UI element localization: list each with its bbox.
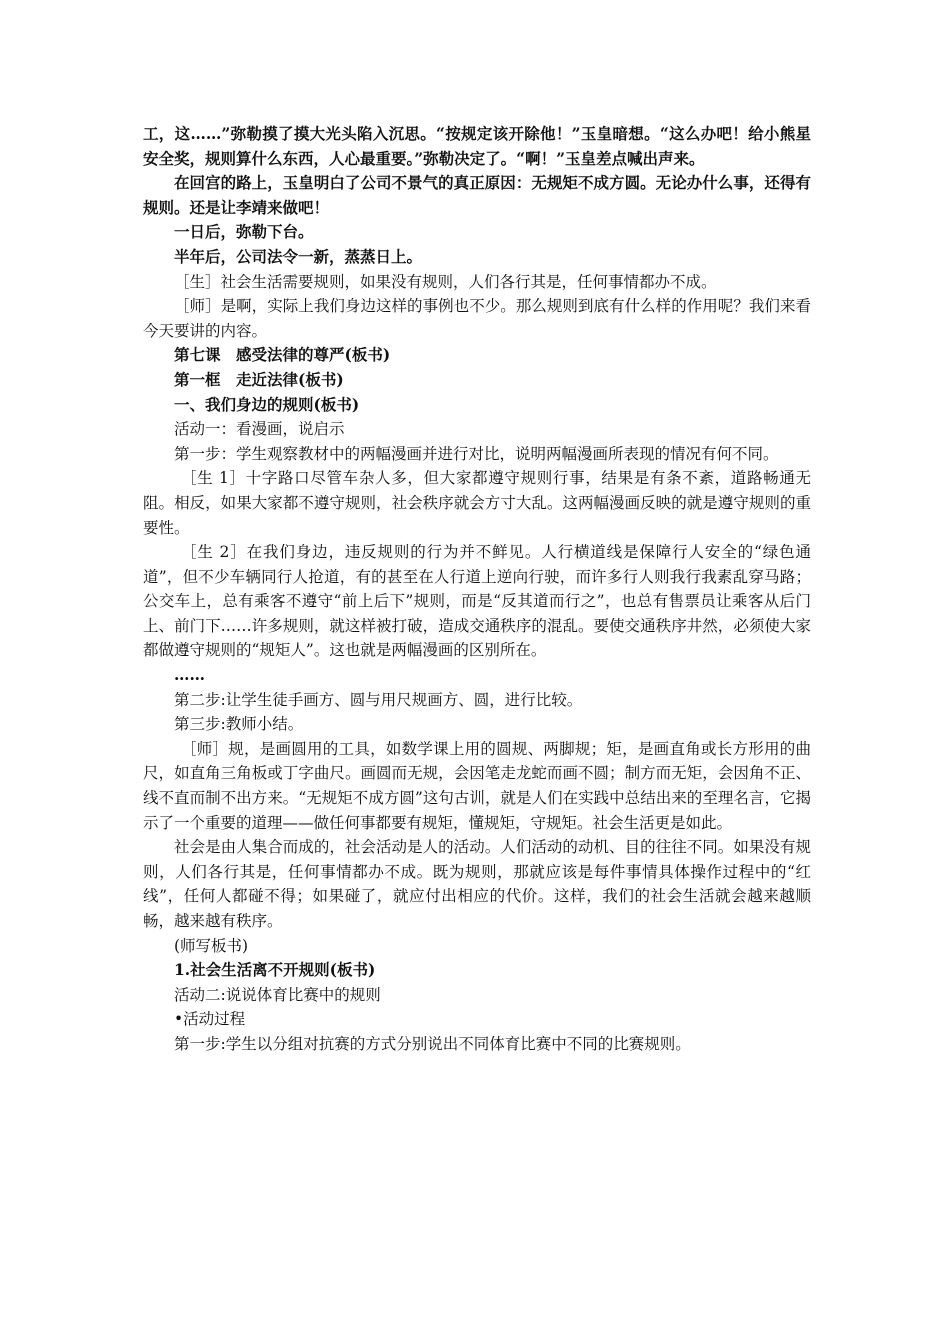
activity-one-step-two-line: 第二步:让学生徒手画方、圆与用尺规画方、圆，进行比较。 <box>174 690 583 709</box>
society-explanation-paragraph: 社会是由人集合而成的，社会活动是人的活动。人们活动的动机、目的往往不同。如果没有规则，人们各行其是，任何事情都办不成。既为规则，那就应该是每件事情具体操作过程中的“红线”，任何人都碰不得；如果碰了，就应付出相应的代价。这样，我们的社会生活就会越来越顺畅，越来越有秩序。 <box>143 838 811 930</box>
lesson-title-heading: 第七课 感受法律的尊严(板书) <box>174 345 391 365</box>
frame-title-heading: 第一框 走近法律(板书) <box>174 369 344 389</box>
activity-two-heading: 活动二:说说体育比赛中的规则 <box>174 985 381 1004</box>
student-response-paragraph: ［生］社会生活需要规则，如果没有规则，人们各行其是，任何事情都办不成。 <box>174 272 717 291</box>
document-page <box>143 122 811 1057</box>
activity-one-step-three-line: 第三步:教师小结。 <box>174 715 304 734</box>
story-one-day-line: 一日后，弥勒下台。 <box>174 222 314 242</box>
story-realization-paragraph: 在回宫的路上，玉皇明白了公司不景气的真正原因：无规矩不成方圆。无论办什么事，还得有规则。还是让李靖来做吧！ <box>143 173 811 217</box>
teacher-response-paragraph: ［师］是啊，实际上我们身边这样的事例也不少。那么规则到底有什么样的作用呢？我们来看今天要讲的内容。 <box>143 297 811 340</box>
student-one-paragraph: ［生 1］十字路口尽管车杂人多，但大家都遵守规则行事，结果是有条不紊，道路畅通无阻。相反，如果大家都不遵守规则，社会秩序就会方寸大乱。这两幅漫画反映的就是遵守规则的重要性。 <box>143 469 811 537</box>
story-half-year-line: 半年后，公司法令一新，蒸蒸日上。 <box>174 246 423 266</box>
teacher-writes-line: (师写板书) <box>174 936 249 955</box>
ellipsis-line: …… <box>174 665 205 685</box>
section-one-heading: 一、我们身边的规则(板书) <box>174 394 360 414</box>
activity-process-line: •活动过程 <box>174 1010 246 1029</box>
activity-two-step-one-line: 第一步:学生以分组对抗赛的方式分别说出不同体育比赛中不同的比赛规则。 <box>174 1034 691 1053</box>
activity-one-heading: 活动一：看漫画，说启示 <box>174 420 345 439</box>
point-one-heading: 1.社会生活离不开规则(板书) <box>174 960 376 980</box>
activity-one-step-one-paragraph: 第一步：学生观察教材中的两幅漫画并进行对比，说明两幅漫画所表现的情况有何不同。 <box>174 444 779 463</box>
student-two-paragraph: ［生 2］在我们身边，违反规则的行为并不鲜见。人行横道线是保障行人安全的“绿色通道”，但不少车辆同行人抢道，有的甚至在人行道上逆向行驶，而许多行人则我行我素乱穿马路；公交车上，总有乘客不遵守“前上后下”规则，而是“反其道而行之”，也总有售票员让乘客从后门上、前门下……许多规则，就这样被打破，造成交通秩序的混乱。要使交通秩序井然，必须使大家都做遵守规则的“规矩人”。这也就是两幅漫画的区别所在。 <box>143 543 811 660</box>
teacher-summary-paragraph: ［师］规，是画圆用的工具，如数学课上用的圆规、两脚规；矩，是画直角或长方形用的曲尺，如直角三角板或丁字曲尺。画圆而无规，会因笔走龙蛇而画不圆；制方而无矩，会因角不正、线不直而制不出方来。“无规矩不成方圆”这句古训，就是人们在实践中总结出来的至理名言，它揭示了一个重要的道理——做任何事都要有规矩，懂规矩，守规矩。社会生活更是如此。 <box>143 739 811 832</box>
story-continued-paragraph: 工，这……”弥勒摸了摸大光头陷入沉思。“按规定该开除他！”玉皇暗想。“这么办吧！给小熊星安全奖，规则算什么东西，人心最重要。”弥勒决定了。“啊！”玉皇差点喊出声来。 <box>143 124 811 168</box>
